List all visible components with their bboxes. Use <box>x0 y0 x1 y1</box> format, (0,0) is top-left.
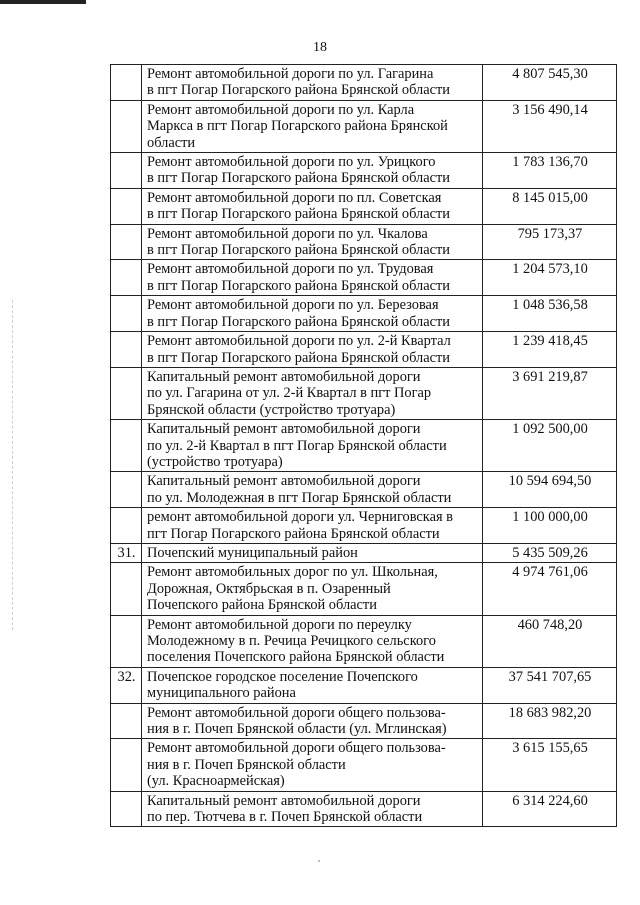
description-line: Ремонт автомобильной дороги по ул. Чкалова <box>147 225 428 242</box>
description-line: Капитальный ремонт автомобильной дороги <box>147 368 421 385</box>
scan-dot <box>318 860 320 862</box>
amount-cell: 37 541 707,65 <box>483 667 617 703</box>
table-row <box>111 420 617 472</box>
description-line: Ремонт автомобильной дороги общего пользова- <box>147 704 446 721</box>
description-line: Почепский муниципальный район <box>147 544 358 561</box>
description-line: (ул. Красноармейская) <box>147 773 285 790</box>
description-line: Почепское городское поселение Почепского <box>147 668 418 685</box>
amount-cell: 460 748,20 <box>483 615 617 667</box>
table-row <box>111 563 617 615</box>
amount-cell: 1 048 536,58 <box>483 296 617 332</box>
row-number-cell: 32. <box>111 667 142 703</box>
scan-edge-mark <box>0 0 86 4</box>
amount-cell: 1 100 000,00 <box>483 508 617 544</box>
table-row <box>111 332 617 368</box>
description-line: Ремонт автомобильной дороги по пл. Советская <box>147 189 442 206</box>
description-line: в пгт Погар Погарского района Брянской области <box>147 277 450 294</box>
description-line: в пгт Погар Погарского района Брянской области <box>147 242 450 259</box>
description-line: по ул. Гагарина от ул. 2-й Квартал в пгт Погар <box>147 385 432 402</box>
table-row <box>111 508 617 544</box>
row-number-cell <box>111 472 142 508</box>
description-cell <box>142 224 483 260</box>
description-line: Капитальный ремонт автомобильной дороги <box>147 421 421 438</box>
description-line: (устройство тротуара) <box>147 453 283 470</box>
description-cell <box>142 260 483 296</box>
description-line: муниципального района <box>147 685 296 702</box>
description-cell <box>142 296 483 332</box>
row-number-cell <box>111 296 142 332</box>
description-cell <box>142 615 483 667</box>
table-row <box>111 615 617 667</box>
description-cell <box>142 188 483 224</box>
row-number-cell <box>111 153 142 189</box>
description-cell <box>142 739 483 791</box>
description-line: Капитальный ремонт автомобильной дороги <box>147 473 421 490</box>
page-number: 18 <box>313 40 327 55</box>
row-number-cell <box>111 188 142 224</box>
description-line: поселения Почепского района Брянской области <box>147 649 445 666</box>
description-cell <box>142 65 483 101</box>
amount-cell: 8 145 015,00 <box>483 188 617 224</box>
table-row <box>111 188 617 224</box>
row-number-cell <box>111 224 142 260</box>
description-line: Ремонт автомобильной дороги по ул. Трудовая <box>147 261 434 278</box>
description-line: Ремонт автомобильной дороги общего пользова- <box>147 740 446 757</box>
row-number-cell <box>111 420 142 472</box>
description-line: в пгт Погар Погарского района Брянской области <box>147 349 450 366</box>
amount-cell: 6 314 224,60 <box>483 791 617 827</box>
description-line: Ремонт автомобильной дороги по ул. Березовая <box>147 297 439 314</box>
description-cell <box>142 472 483 508</box>
table-row <box>111 100 617 152</box>
description-line: области <box>147 134 196 151</box>
amount-cell: 795 173,37 <box>483 224 617 260</box>
amount-cell: 1 239 418,45 <box>483 332 617 368</box>
table-row <box>111 153 617 189</box>
description-line: в пгт Погар Погарского района Брянской области <box>147 170 450 187</box>
description-cell <box>142 667 483 703</box>
description-line: по пер. Тютчева в г. Почеп Брянской области <box>147 809 423 826</box>
row-number-cell <box>111 508 142 544</box>
description-line: Ремонт автомобильных дорог по ул. Школьная, <box>147 564 438 581</box>
table-body <box>111 65 617 827</box>
row-number-cell: 31. <box>111 543 142 562</box>
budget-table <box>110 64 617 827</box>
table-row <box>111 472 617 508</box>
row-number-cell <box>111 791 142 827</box>
description-line: по ул. 2-й Квартал в пгт Погар Брянской области <box>147 437 447 454</box>
table-row <box>111 367 617 419</box>
table-row <box>111 224 617 260</box>
row-number-cell <box>111 615 142 667</box>
table-row <box>111 703 617 739</box>
description-cell <box>142 508 483 544</box>
row-number-cell <box>111 563 142 615</box>
description-line: Ремонт автомобильной дороги по ул. Карла <box>147 101 415 118</box>
scan-margin-marks <box>12 300 15 630</box>
description-cell <box>142 420 483 472</box>
description-line: пгт Погар Погарского района Брянской области <box>147 525 440 542</box>
table-row <box>111 739 617 791</box>
description-line: Молодежному в п. Речица Речицкого сельского <box>147 633 436 649</box>
amount-cell: 3 691 219,87 <box>483 367 617 419</box>
description-line: Ремонт автомобильной дороги по ул. 2-й Квартал <box>147 333 451 350</box>
amount-cell: 1 783 136,70 <box>483 153 617 189</box>
amount-cell: 10 594 694,50 <box>483 472 617 508</box>
description-line: Капитальный ремонт автомобильной дороги <box>147 792 421 809</box>
description-line: Ремонт автомобильной дороги по ул. Гагарина <box>147 66 434 82</box>
table-row <box>111 260 617 296</box>
description-cell <box>142 153 483 189</box>
row-number-cell <box>111 367 142 419</box>
description-cell <box>142 332 483 368</box>
row-number-cell <box>111 100 142 152</box>
description-line: Дорожная, Октябрьская в п. Озаренный <box>147 580 391 597</box>
description-line: ния в г. Почеп Брянской области (ул. Мглинская) <box>147 721 447 738</box>
description-line: ния в г. Почеп Брянской области <box>147 756 346 773</box>
row-number-cell <box>111 332 142 368</box>
description-line: Маркса в пгт Погар Погарского района Брянской <box>147 118 448 135</box>
description-line: в пгт Погар Погарского района Брянской области <box>147 206 450 223</box>
amount-cell: 18 683 982,20 <box>483 703 617 739</box>
amount-cell: 4 807 545,30 <box>483 65 617 101</box>
row-number-cell <box>111 739 142 791</box>
description-cell <box>142 367 483 419</box>
table-row <box>111 543 617 562</box>
description-line: ремонт автомобильной дороги ул. Черниговская в <box>147 509 453 526</box>
row-number-cell <box>111 703 142 739</box>
description-line: в пгт Погар Погарского района Брянской области <box>147 313 450 330</box>
amount-cell: 1 092 500,00 <box>483 420 617 472</box>
amount-cell: 3 156 490,14 <box>483 100 617 152</box>
description-line: Почепского района Брянской области <box>147 597 377 614</box>
table-row <box>111 65 617 101</box>
table-row <box>111 667 617 703</box>
description-cell <box>142 543 483 562</box>
description-line: по ул. Молодежная в пгт Погар Брянской области <box>147 489 452 506</box>
table-row <box>111 791 617 827</box>
amount-cell: 5 435 509,26 <box>483 543 617 562</box>
row-number-cell <box>111 260 142 296</box>
amount-cell: 3 615 155,65 <box>483 739 617 791</box>
row-number-cell <box>111 65 142 101</box>
description-cell <box>142 100 483 152</box>
amount-cell: 4 974 761,06 <box>483 563 617 615</box>
description-cell <box>142 563 483 615</box>
description-line: Брянской области (устройство тротуара) <box>147 401 396 418</box>
description-line: Ремонт автомобильной дороги по переулку <box>147 616 412 633</box>
description-line: в пгт Погар Погарского района Брянской области <box>147 82 450 99</box>
description-line: Ремонт автомобильной дороги по ул. Урицкого <box>147 154 436 171</box>
description-cell <box>142 791 483 827</box>
amount-cell: 1 204 573,10 <box>483 260 617 296</box>
description-cell <box>142 703 483 739</box>
table-row <box>111 296 617 332</box>
